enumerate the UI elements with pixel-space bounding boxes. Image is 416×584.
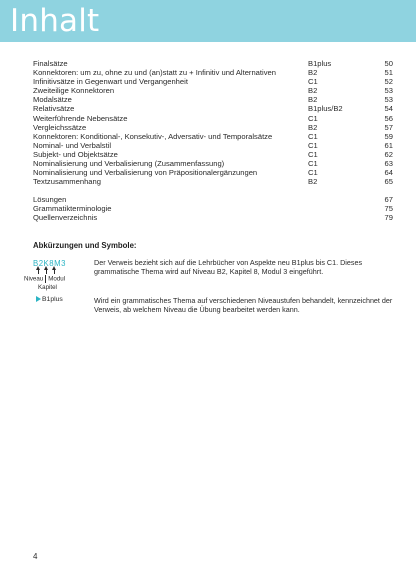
- level-marker-label: B1plus: [42, 296, 63, 303]
- topic-label: Modalsätze: [33, 95, 72, 105]
- topic-label: Nominalisierung und Verbalisierung (Zusammenfassung): [33, 159, 225, 169]
- level-label: C1: [308, 149, 318, 159]
- legend-kapitel: Kapitel: [38, 284, 57, 291]
- page-label: 53: [384, 95, 393, 105]
- topic-label: Nominal- und Verbalstil: [33, 140, 112, 150]
- page-label: 54: [384, 104, 393, 114]
- page-label: 51: [384, 68, 393, 78]
- topic-label: Subjekt- und Objektsätze: [33, 149, 118, 159]
- page-label: 63: [384, 159, 393, 169]
- toc-row: [33, 132, 393, 141]
- page-label: 75: [384, 204, 393, 214]
- level-label: B1plus: [308, 59, 332, 68]
- toc-row: [33, 59, 393, 68]
- level-label: B2: [308, 122, 318, 132]
- page-label: 53: [384, 86, 393, 96]
- topic-label: Infinitivsätze in Gegenwart und Vergangenheit: [33, 77, 188, 87]
- arrow-stem: [54, 269, 55, 274]
- page-label: 65: [384, 177, 393, 187]
- topic-label: Relativsätze: [33, 104, 75, 114]
- toc-row: [33, 68, 393, 77]
- level-label: B2: [308, 68, 318, 78]
- arrow-stem: [38, 269, 39, 274]
- toc-row: [33, 104, 393, 113]
- level-label: B2: [308, 86, 318, 96]
- toc-row: [33, 177, 393, 186]
- level-label: C1: [308, 131, 318, 141]
- toc-row: [33, 150, 393, 159]
- appendix-row: [33, 213, 393, 222]
- page-header: [0, 0, 416, 42]
- legend-niveau: Niveau: [24, 275, 44, 283]
- table-of-contents: [33, 59, 393, 186]
- topic-label: Weiterführende Nebensätze: [33, 113, 128, 123]
- legend-modul: Modul: [48, 275, 66, 283]
- topic-label: Konnektoren: um zu, ohne zu und (an)statt zu + Infinitiv und Alternativen: [33, 68, 276, 78]
- toc-row: [33, 123, 393, 132]
- toc-row: [33, 159, 393, 168]
- page-label: 52: [384, 77, 393, 87]
- toc-row: [33, 95, 393, 104]
- toc-row: [33, 168, 393, 177]
- reference-legend-kapitel: [38, 284, 57, 291]
- toc-row: [33, 114, 393, 123]
- appendix-row: [33, 204, 393, 213]
- reference-description: Der Verweis bezieht sich auf die Lehrbücher von Aspekte neu B1plus bis C1. Dieses grammatische Thema wird auf Niveau B2, Kapitel 8, Modul 3 eingeführt.: [94, 258, 363, 277]
- level-label: C1: [308, 77, 318, 87]
- triangle-right-icon: [36, 296, 41, 302]
- appendix-list: [33, 195, 393, 222]
- page-label: 79: [384, 213, 393, 223]
- topic-label: Lösungen: [33, 195, 67, 204]
- topic-label: Quellenverzeichnis: [33, 213, 98, 223]
- level-marker-description: Wird ein grammatisches Thema auf verschiedenen Niveaustufen behandelt, kennzeichnet der Verweis, ab welchem Niveau die Übung bearbeitet werden kann.: [94, 296, 393, 315]
- page-label: 62: [384, 149, 393, 159]
- reference-code: B2K8M3: [33, 259, 66, 268]
- topic-label: Vergleichssätze: [33, 122, 87, 132]
- topic-label: Zweiteilige Konnektoren: [33, 86, 115, 96]
- page-label: 67: [384, 195, 393, 204]
- toc-row: [33, 77, 393, 86]
- level-label: B1plus/B2: [308, 104, 343, 114]
- topic-label: Finalsätze: [33, 59, 68, 68]
- topic-label: Textzusammenhang: [33, 177, 101, 187]
- arrow-stem: [46, 269, 47, 274]
- level-label: C1: [308, 140, 318, 150]
- level-marker: [36, 296, 63, 303]
- level-label: B2: [308, 177, 318, 187]
- toc-row: [33, 141, 393, 150]
- abbreviations-title: Abkürzungen und Symbole:: [33, 241, 137, 250]
- level-label: B2: [308, 95, 318, 105]
- page-title: Inhalt: [10, 3, 100, 39]
- page-number: 4: [33, 552, 38, 561]
- topic-label: Nominalisierung und Verbalisierung von Präpositionalergänzungen: [33, 168, 258, 178]
- level-label: C1: [308, 159, 318, 169]
- page-label: 59: [384, 131, 393, 141]
- page-label: 56: [384, 113, 393, 123]
- page-label: 64: [384, 168, 393, 178]
- page-label: 61: [384, 140, 393, 150]
- appendix-row: [33, 195, 393, 204]
- level-label: C1: [308, 168, 318, 178]
- toc-row: [33, 86, 393, 95]
- topic-label: Grammatikterminologie: [33, 204, 112, 214]
- reference-legend: [24, 275, 65, 283]
- page-label: 57: [384, 122, 393, 132]
- topic-label: Konnektoren: Konditional-, Konsekutiv-, Adversativ- und Temporalsätze: [33, 131, 273, 141]
- level-label: C1: [308, 113, 318, 123]
- page-label: 50: [384, 59, 393, 68]
- legend-separator: [45, 275, 46, 283]
